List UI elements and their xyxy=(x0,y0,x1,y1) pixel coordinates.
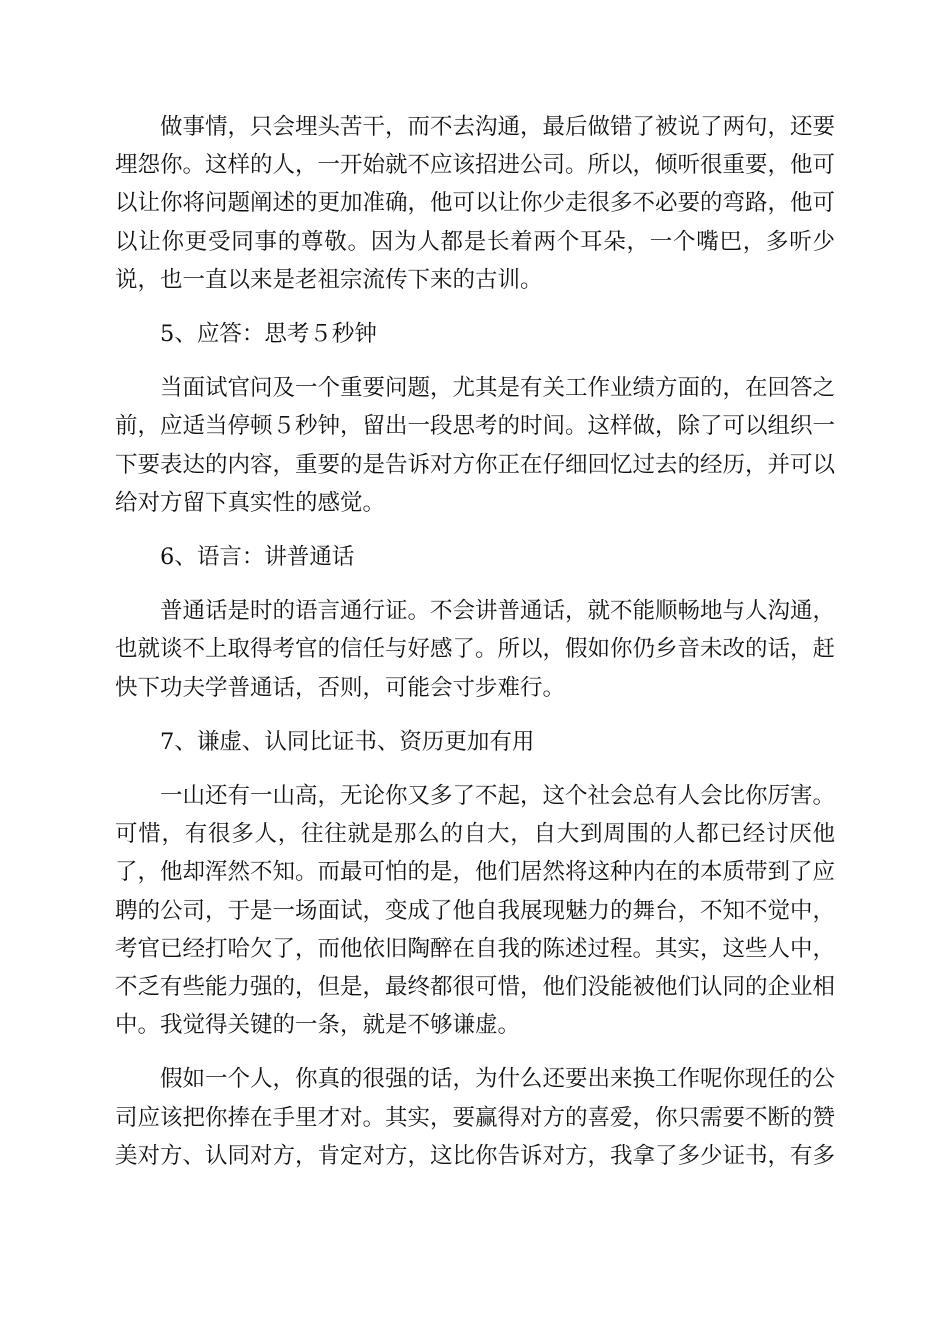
paragraph-listening: 做事情，只会埋头苦干，而不去沟通，最后做错了被说了两句，还要埋怨你。这样的人，一开始就不应该招进公司。所以，倾听很重要，他可以让你将问题阐述的更加准确，他可以让你少走很多不必要的弯路，他可以让你更受同事的尊敬。因为人都是长着两个耳朵，一个嘴巴，多听少说，也一直以来是老祖宗流传下来的古训。 xyxy=(115,114,836,293)
document-body xyxy=(115,108,835,1191)
heading-modesty: 7、谦虚、认同比证书、资历更加有用 xyxy=(160,728,535,755)
paragraph-praise-others: 假如一个人，你真的很强的话，为什么还要出来换工作呢你现任的公司应该把你捧在手里才对。其实，要赢得对方的喜爱，你只需要不断的赞美对方、认同对方，肯定对方，这比你告诉对方，我拿了多少证书，有多 xyxy=(115,1066,836,1169)
paragraph-modesty: 一山还有一山高，无论你又多了不起，这个社会总有人会比你厉害。可惜，有很多人，往往就是那么的自大，自大到周围的人都已经讨厌他了，他却浑然不知。而最可怕的是，他们居然将这种内在的本质带到了应聘的公司，于是一场面试，变成了他自我展现魅力的舞台，不知不觉中，考官已经打哈欠了，而他依旧陶醉在自我的陈述过程。其实，这些人中，不乏有些能力强的，但是，最终都很可惜，他们没能被他们认同的企业相中。我觉得关键的一条，就是不够谦虚。 xyxy=(115,783,836,1039)
paragraph-mandarin: 普通话是时的语言通行证。不会讲普通话，就不能顺畅地与人沟通，也就谈不上取得考官的信任与好感了。所以，假如你仍乡音未改的话，赶快下功夫学普通话，否则，可能会寸步难行。 xyxy=(115,598,836,701)
heading-answer-think-5-seconds: 5、应答：思考５秒钟 xyxy=(160,321,377,348)
heading-language-mandarin: 6、语言：讲普通话 xyxy=(160,544,355,571)
paragraph-pause-5-seconds: 当面试官问及一个重要问题，尤其是有关工作业绩方面的，在回答之前，应适当停顿５秒钟，留出一段思考的时间。这样做，除了可以组织一下要表达的内容，重要的是告诉对方你正在仔细回忆过去的经历，并可以给对方留下真实性的感觉。 xyxy=(115,375,836,516)
